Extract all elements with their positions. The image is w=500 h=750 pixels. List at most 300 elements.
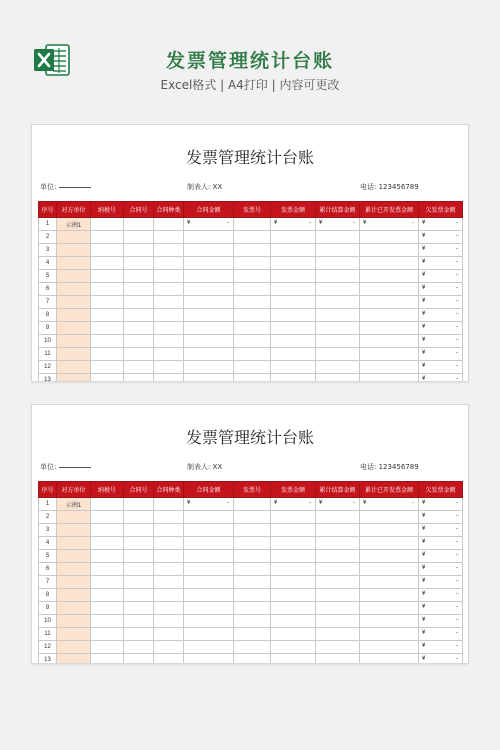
invoice-amount-cell[interactable] xyxy=(271,335,316,348)
invoice-number-cell[interactable] xyxy=(234,524,271,537)
settled-amount-cell[interactable] xyxy=(316,283,360,296)
contract-number-cell[interactable] xyxy=(124,296,154,309)
row-number[interactable]: 13 xyxy=(39,374,57,383)
amount-value: - xyxy=(456,337,458,343)
counterparty-cell[interactable] xyxy=(57,335,91,348)
tax-number-cell[interactable] xyxy=(91,374,124,383)
contract-type-cell[interactable] xyxy=(154,498,184,511)
settled-amount-cell[interactable] xyxy=(316,296,360,309)
contract-amount-cell[interactable] xyxy=(184,348,234,361)
contract-number-cell[interactable] xyxy=(124,511,154,524)
invoice-number-cell[interactable] xyxy=(234,218,271,231)
row-number[interactable]: 3 xyxy=(39,524,57,537)
contract-type-cell[interactable] xyxy=(154,257,184,270)
outstanding-invoice-cell[interactable] xyxy=(419,335,463,348)
contract-type-cell[interactable] xyxy=(154,374,184,383)
invoiced-total-cell[interactable] xyxy=(360,348,419,361)
outstanding-invoice-cell[interactable] xyxy=(419,576,463,589)
invoice-number-cell[interactable] xyxy=(234,576,271,589)
contract-number-cell[interactable] xyxy=(124,348,154,361)
contract-amount-cell[interactable] xyxy=(184,654,234,665)
invoice-number-cell[interactable] xyxy=(234,615,271,628)
row-number[interactable]: 9 xyxy=(39,602,57,615)
contract-number-cell[interactable] xyxy=(124,231,154,244)
invoiced-total-cell[interactable] xyxy=(360,322,419,335)
contract-type-cell[interactable] xyxy=(154,244,184,257)
contract-amount-cell[interactable] xyxy=(184,641,234,654)
tax-number-cell[interactable] xyxy=(91,641,124,654)
settled-amount-cell[interactable] xyxy=(316,257,360,270)
tax-number-cell[interactable] xyxy=(91,628,124,641)
contract-number-cell[interactable] xyxy=(124,498,154,511)
invoice-amount-cell[interactable] xyxy=(271,602,316,615)
table-row xyxy=(39,218,463,231)
settled-amount-cell[interactable] xyxy=(316,576,360,589)
row-number[interactable]: 9 xyxy=(39,322,57,335)
column-header: 纳税号 xyxy=(91,202,124,218)
row-number[interactable]: 6 xyxy=(39,283,57,296)
contract-number-cell[interactable] xyxy=(124,537,154,550)
settled-amount-cell[interactable] xyxy=(316,218,360,231)
invoice-amount-cell[interactable] xyxy=(271,550,316,563)
tax-number-cell[interactable] xyxy=(91,231,124,244)
invoiced-total-cell[interactable] xyxy=(360,589,419,602)
settled-amount-cell[interactable] xyxy=(316,270,360,283)
invoice-amount-cell[interactable] xyxy=(271,589,316,602)
counterparty-cell[interactable] xyxy=(57,550,91,563)
contract-number-cell[interactable] xyxy=(124,361,154,374)
contract-type-cell[interactable] xyxy=(154,602,184,615)
row-number[interactable]: 1 xyxy=(39,218,57,231)
invoice-amount-cell[interactable] xyxy=(271,654,316,665)
invoice-number-cell[interactable] xyxy=(234,244,271,257)
settled-amount-cell[interactable] xyxy=(316,654,360,665)
counterparty-cell[interactable] xyxy=(57,283,91,296)
counterparty-cell[interactable] xyxy=(57,309,91,322)
contract-type-cell[interactable] xyxy=(154,283,184,296)
outstanding-invoice-cell[interactable] xyxy=(419,589,463,602)
outstanding-invoice-cell[interactable] xyxy=(419,231,463,244)
tax-number-cell[interactable] xyxy=(91,589,124,602)
invoiced-total-cell[interactable] xyxy=(360,244,419,257)
invoice-amount-cell[interactable] xyxy=(271,322,316,335)
contract-number-cell[interactable] xyxy=(124,270,154,283)
invoice-number-cell[interactable] xyxy=(234,309,271,322)
counterparty-cell[interactable] xyxy=(57,589,91,602)
settled-amount-cell[interactable] xyxy=(316,537,360,550)
sheet-preview-1 xyxy=(31,124,469,382)
invoice-amount-cell[interactable] xyxy=(271,257,316,270)
invoice-number-cell[interactable] xyxy=(234,348,271,361)
row-number[interactable]: 11 xyxy=(39,628,57,641)
settled-amount-cell[interactable] xyxy=(316,374,360,383)
contract-type-cell[interactable] xyxy=(154,563,184,576)
row-number[interactable]: 1 xyxy=(39,498,57,511)
currency-symbol: ¥ xyxy=(422,272,426,278)
counterparty-cell[interactable] xyxy=(57,654,91,665)
invoice-number-cell[interactable] xyxy=(234,335,271,348)
invoiced-total-cell[interactable] xyxy=(360,257,419,270)
row-number[interactable]: 8 xyxy=(39,589,57,602)
amount-value: - xyxy=(456,643,458,649)
invoiced-total-cell[interactable] xyxy=(360,524,419,537)
row-number[interactable]: 10 xyxy=(39,615,57,628)
row-number[interactable]: 6 xyxy=(39,563,57,576)
invoice-amount-cell[interactable] xyxy=(271,628,316,641)
invoiced-total-cell[interactable] xyxy=(360,550,419,563)
invoiced-total-cell[interactable] xyxy=(360,361,419,374)
counterparty-cell[interactable] xyxy=(57,361,91,374)
invoice-amount-cell[interactable] xyxy=(271,498,316,511)
ledger-table xyxy=(38,481,463,664)
outstanding-invoice-cell[interactable] xyxy=(419,641,463,654)
contract-amount-cell[interactable] xyxy=(184,322,234,335)
invoice-number-cell[interactable] xyxy=(234,374,271,383)
tax-number-cell[interactable] xyxy=(91,537,124,550)
outstanding-invoice-cell[interactable] xyxy=(419,296,463,309)
invoice-amount-cell[interactable] xyxy=(271,511,316,524)
contract-number-cell[interactable] xyxy=(124,654,154,665)
invoice-amount-cell[interactable] xyxy=(271,348,316,361)
counterparty-cell[interactable] xyxy=(57,641,91,654)
counterparty-cell[interactable] xyxy=(57,322,91,335)
settled-amount-cell[interactable] xyxy=(316,615,360,628)
counterparty-cell[interactable] xyxy=(57,524,91,537)
counterparty-cell[interactable] xyxy=(57,537,91,550)
outstanding-invoice-cell[interactable] xyxy=(419,537,463,550)
row-number[interactable]: 7 xyxy=(39,296,57,309)
invoice-number-cell[interactable] xyxy=(234,257,271,270)
contract-type-cell[interactable] xyxy=(154,296,184,309)
contract-type-cell[interactable] xyxy=(154,218,184,231)
invoiced-total-cell[interactable] xyxy=(360,628,419,641)
contract-amount-cell[interactable] xyxy=(184,231,234,244)
outstanding-invoice-cell[interactable] xyxy=(419,244,463,257)
sheet-title: 发票管理统计台账 xyxy=(185,148,314,167)
outstanding-invoice-cell[interactable] xyxy=(419,270,463,283)
invoice-number-cell[interactable] xyxy=(234,283,271,296)
contract-type-cell[interactable] xyxy=(154,524,184,537)
contract-number-cell[interactable] xyxy=(124,244,154,257)
settled-amount-cell[interactable] xyxy=(316,498,360,511)
invoice-amount-cell[interactable] xyxy=(271,244,316,257)
invoice-number-cell[interactable] xyxy=(234,361,271,374)
contract-amount-cell[interactable] xyxy=(184,218,234,231)
invoice-amount-cell[interactable] xyxy=(271,374,316,383)
settled-amount-cell[interactable] xyxy=(316,589,360,602)
contract-type-cell[interactable] xyxy=(154,641,184,654)
outstanding-invoice-cell[interactable] xyxy=(419,511,463,524)
outstanding-invoice-cell[interactable] xyxy=(419,374,463,383)
invoice-amount-cell[interactable] xyxy=(271,563,316,576)
contract-amount-cell[interactable] xyxy=(184,615,234,628)
invoice-amount-cell[interactable] xyxy=(271,296,316,309)
outstanding-invoice-cell[interactable] xyxy=(419,563,463,576)
invoice-number-cell[interactable] xyxy=(234,498,271,511)
unit-blank-line xyxy=(59,187,91,188)
invoice-number-cell[interactable] xyxy=(234,537,271,550)
contract-amount-cell[interactable] xyxy=(184,244,234,257)
invoice-number-cell[interactable] xyxy=(234,322,271,335)
settled-amount-cell[interactable] xyxy=(316,361,360,374)
invoice-amount-cell[interactable] xyxy=(271,537,316,550)
table-row xyxy=(39,296,463,309)
settled-amount-cell[interactable] xyxy=(316,563,360,576)
counterparty-cell[interactable] xyxy=(57,602,91,615)
outstanding-invoice-cell[interactable] xyxy=(419,309,463,322)
contract-number-cell[interactable] xyxy=(124,524,154,537)
counterparty-cell[interactable] xyxy=(57,563,91,576)
contract-number-cell[interactable] xyxy=(124,283,154,296)
contract-number-cell[interactable] xyxy=(124,615,154,628)
contract-number-cell[interactable] xyxy=(124,589,154,602)
invoiced-total-cell[interactable] xyxy=(360,511,419,524)
contract-amount-cell[interactable] xyxy=(184,498,234,511)
contract-type-cell[interactable] xyxy=(154,654,184,665)
tax-number-cell[interactable] xyxy=(91,524,124,537)
row-number[interactable]: 5 xyxy=(39,550,57,563)
invoiced-total-cell[interactable] xyxy=(360,270,419,283)
contract-number-cell[interactable] xyxy=(124,628,154,641)
contract-number-cell[interactable] xyxy=(124,563,154,576)
contract-number-cell[interactable] xyxy=(124,641,154,654)
invoice-number-cell[interactable] xyxy=(234,231,271,244)
tax-number-cell[interactable] xyxy=(91,615,124,628)
row-number[interactable]: 3 xyxy=(39,244,57,257)
row-number[interactable]: 2 xyxy=(39,231,57,244)
contract-amount-cell[interactable] xyxy=(184,296,234,309)
contract-amount-cell[interactable] xyxy=(184,563,234,576)
contract-amount-cell[interactable] xyxy=(184,537,234,550)
settled-amount-cell[interactable] xyxy=(316,602,360,615)
invoiced-total-cell[interactable] xyxy=(360,335,419,348)
counterparty-cell[interactable] xyxy=(57,615,91,628)
invoiced-total-cell[interactable] xyxy=(360,283,419,296)
contract-amount-cell[interactable] xyxy=(184,628,234,641)
row-number[interactable]: 8 xyxy=(39,309,57,322)
tax-number-cell[interactable] xyxy=(91,361,124,374)
contract-number-cell[interactable] xyxy=(124,374,154,383)
tax-number-cell[interactable] xyxy=(91,576,124,589)
outstanding-invoice-cell[interactable] xyxy=(419,654,463,665)
counterparty-cell[interactable] xyxy=(57,270,91,283)
contract-number-cell[interactable] xyxy=(124,322,154,335)
invoice-amount-cell[interactable] xyxy=(271,361,316,374)
outstanding-invoice-cell[interactable] xyxy=(419,498,463,511)
counterparty-cell[interactable] xyxy=(57,257,91,270)
invoice-number-cell[interactable] xyxy=(234,511,271,524)
amount-value: - xyxy=(456,285,458,291)
invoice-amount-cell[interactable] xyxy=(271,615,316,628)
contract-type-cell[interactable] xyxy=(154,550,184,563)
tax-number-cell[interactable] xyxy=(91,322,124,335)
tax-number-cell[interactable] xyxy=(91,218,124,231)
invoiced-total-cell[interactable] xyxy=(360,641,419,654)
row-number[interactable]: 11 xyxy=(39,348,57,361)
counterparty-cell[interactable] xyxy=(57,244,91,257)
row-number[interactable]: 12 xyxy=(39,361,57,374)
contract-amount-cell[interactable] xyxy=(184,374,234,383)
contract-amount-cell[interactable] xyxy=(184,335,234,348)
tax-number-cell[interactable] xyxy=(91,270,124,283)
contract-type-cell[interactable] xyxy=(154,628,184,641)
contract-type-cell[interactable] xyxy=(154,576,184,589)
contract-type-cell[interactable] xyxy=(154,309,184,322)
contract-amount-cell[interactable] xyxy=(184,576,234,589)
outstanding-invoice-cell[interactable] xyxy=(419,283,463,296)
outstanding-invoice-cell[interactable] xyxy=(419,322,463,335)
counterparty-cell[interactable] xyxy=(57,628,91,641)
tax-number-cell[interactable] xyxy=(91,335,124,348)
counterparty-cell[interactable] xyxy=(57,296,91,309)
contract-amount-cell[interactable] xyxy=(184,270,234,283)
contract-number-cell[interactable] xyxy=(124,576,154,589)
counterparty-cell[interactable] xyxy=(57,231,91,244)
contract-type-cell[interactable] xyxy=(154,589,184,602)
settled-amount-cell[interactable] xyxy=(316,628,360,641)
counterparty-cell[interactable] xyxy=(57,511,91,524)
invoice-amount-cell[interactable] xyxy=(271,576,316,589)
invoice-number-cell[interactable] xyxy=(234,563,271,576)
counterparty-cell[interactable] xyxy=(57,374,91,383)
settled-amount-cell[interactable] xyxy=(316,231,360,244)
contract-type-cell[interactable] xyxy=(154,335,184,348)
contract-amount-cell[interactable] xyxy=(184,283,234,296)
invoiced-total-cell[interactable] xyxy=(360,498,419,511)
contract-type-cell[interactable] xyxy=(154,615,184,628)
invoiced-total-cell[interactable] xyxy=(360,374,419,383)
settled-amount-cell[interactable] xyxy=(316,309,360,322)
contract-amount-cell[interactable] xyxy=(184,550,234,563)
tax-number-cell[interactable] xyxy=(91,550,124,563)
invoice-number-cell[interactable] xyxy=(234,270,271,283)
contract-number-cell[interactable] xyxy=(124,602,154,615)
invoiced-total-cell[interactable] xyxy=(360,309,419,322)
contract-type-cell[interactable] xyxy=(154,537,184,550)
settled-amount-cell[interactable] xyxy=(316,348,360,361)
outstanding-invoice-cell[interactable] xyxy=(419,257,463,270)
settled-amount-cell[interactable] xyxy=(316,641,360,654)
contract-type-cell[interactable] xyxy=(154,322,184,335)
invoice-number-cell[interactable] xyxy=(234,628,271,641)
invoiced-total-cell[interactable] xyxy=(360,296,419,309)
tax-number-cell[interactable] xyxy=(91,296,124,309)
row-number[interactable]: 13 xyxy=(39,654,57,665)
outstanding-invoice-cell[interactable] xyxy=(419,550,463,563)
contract-amount-cell[interactable] xyxy=(184,524,234,537)
tax-number-cell[interactable] xyxy=(91,244,124,257)
contract-type-cell[interactable] xyxy=(154,348,184,361)
contract-type-cell[interactable] xyxy=(154,270,184,283)
invoiced-total-cell[interactable] xyxy=(360,615,419,628)
tax-number-cell[interactable] xyxy=(91,498,124,511)
tax-number-cell[interactable] xyxy=(91,309,124,322)
settled-amount-cell[interactable] xyxy=(316,524,360,537)
invoice-amount-cell[interactable] xyxy=(271,309,316,322)
invoice-amount-cell[interactable] xyxy=(271,270,316,283)
invoice-amount-cell[interactable] xyxy=(271,231,316,244)
tax-number-cell[interactable] xyxy=(91,602,124,615)
invoiced-total-cell[interactable] xyxy=(360,231,419,244)
table-row xyxy=(39,654,463,665)
invoice-number-cell[interactable] xyxy=(234,654,271,665)
outstanding-invoice-cell[interactable] xyxy=(419,628,463,641)
tax-number-cell[interactable] xyxy=(91,348,124,361)
column-header: 累计已开发票金额 xyxy=(360,202,419,218)
outstanding-invoice-cell[interactable] xyxy=(419,524,463,537)
settled-amount-cell[interactable] xyxy=(316,511,360,524)
counterparty-cell[interactable]: 示例1 xyxy=(57,218,91,231)
contract-amount-cell[interactable] xyxy=(184,602,234,615)
invoiced-total-cell[interactable] xyxy=(360,654,419,665)
counterparty-cell[interactable] xyxy=(57,348,91,361)
contract-amount-cell[interactable] xyxy=(184,257,234,270)
invoice-amount-cell[interactable] xyxy=(271,524,316,537)
settled-amount-cell[interactable] xyxy=(316,335,360,348)
invoice-amount-cell[interactable] xyxy=(271,283,316,296)
row-number[interactable]: 10 xyxy=(39,335,57,348)
invoiced-total-cell[interactable] xyxy=(360,218,419,231)
invoice-number-cell[interactable] xyxy=(234,589,271,602)
row-number[interactable]: 4 xyxy=(39,537,57,550)
invoice-number-cell[interactable] xyxy=(234,641,271,654)
tax-number-cell[interactable] xyxy=(91,283,124,296)
invoiced-total-cell[interactable] xyxy=(360,537,419,550)
row-number[interactable]: 2 xyxy=(39,511,57,524)
invoiced-total-cell[interactable] xyxy=(360,563,419,576)
contract-amount-cell[interactable] xyxy=(184,511,234,524)
contract-number-cell[interactable] xyxy=(124,309,154,322)
counterparty-cell[interactable] xyxy=(57,576,91,589)
invoiced-total-cell[interactable] xyxy=(360,576,419,589)
contract-type-cell[interactable] xyxy=(154,361,184,374)
row-number[interactable]: 5 xyxy=(39,270,57,283)
contract-type-cell[interactable] xyxy=(154,231,184,244)
contract-amount-cell[interactable] xyxy=(184,589,234,602)
outstanding-invoice-cell[interactable] xyxy=(419,348,463,361)
contract-number-cell[interactable] xyxy=(124,335,154,348)
outstanding-invoice-cell[interactable] xyxy=(419,218,463,231)
contract-number-cell[interactable] xyxy=(124,550,154,563)
invoice-number-cell[interactable] xyxy=(234,550,271,563)
invoiced-total-cell[interactable] xyxy=(360,602,419,615)
amount-value: - xyxy=(456,552,458,558)
outstanding-invoice-cell[interactable] xyxy=(419,602,463,615)
settled-amount-cell[interactable] xyxy=(316,244,360,257)
contract-number-cell[interactable] xyxy=(124,218,154,231)
invoice-amount-cell[interactable] xyxy=(271,218,316,231)
row-number[interactable]: 4 xyxy=(39,257,57,270)
invoice-number-cell[interactable] xyxy=(234,602,271,615)
tax-number-cell[interactable] xyxy=(91,257,124,270)
contract-amount-cell[interactable] xyxy=(184,361,234,374)
counterparty-cell[interactable]: 示例1 xyxy=(57,498,91,511)
contract-type-cell[interactable] xyxy=(154,511,184,524)
contract-number-cell[interactable] xyxy=(124,257,154,270)
outstanding-invoice-cell[interactable] xyxy=(419,615,463,628)
tax-number-cell[interactable] xyxy=(91,511,124,524)
row-number[interactable]: 12 xyxy=(39,641,57,654)
row-number[interactable]: 7 xyxy=(39,576,57,589)
invoice-amount-cell[interactable] xyxy=(271,641,316,654)
contract-amount-cell[interactable] xyxy=(184,309,234,322)
settled-amount-cell[interactable] xyxy=(316,322,360,335)
invoice-number-cell[interactable] xyxy=(234,296,271,309)
tax-number-cell[interactable] xyxy=(91,563,124,576)
outstanding-invoice-cell[interactable] xyxy=(419,361,463,374)
settled-amount-cell[interactable] xyxy=(316,550,360,563)
tax-number-cell[interactable] xyxy=(91,654,124,665)
